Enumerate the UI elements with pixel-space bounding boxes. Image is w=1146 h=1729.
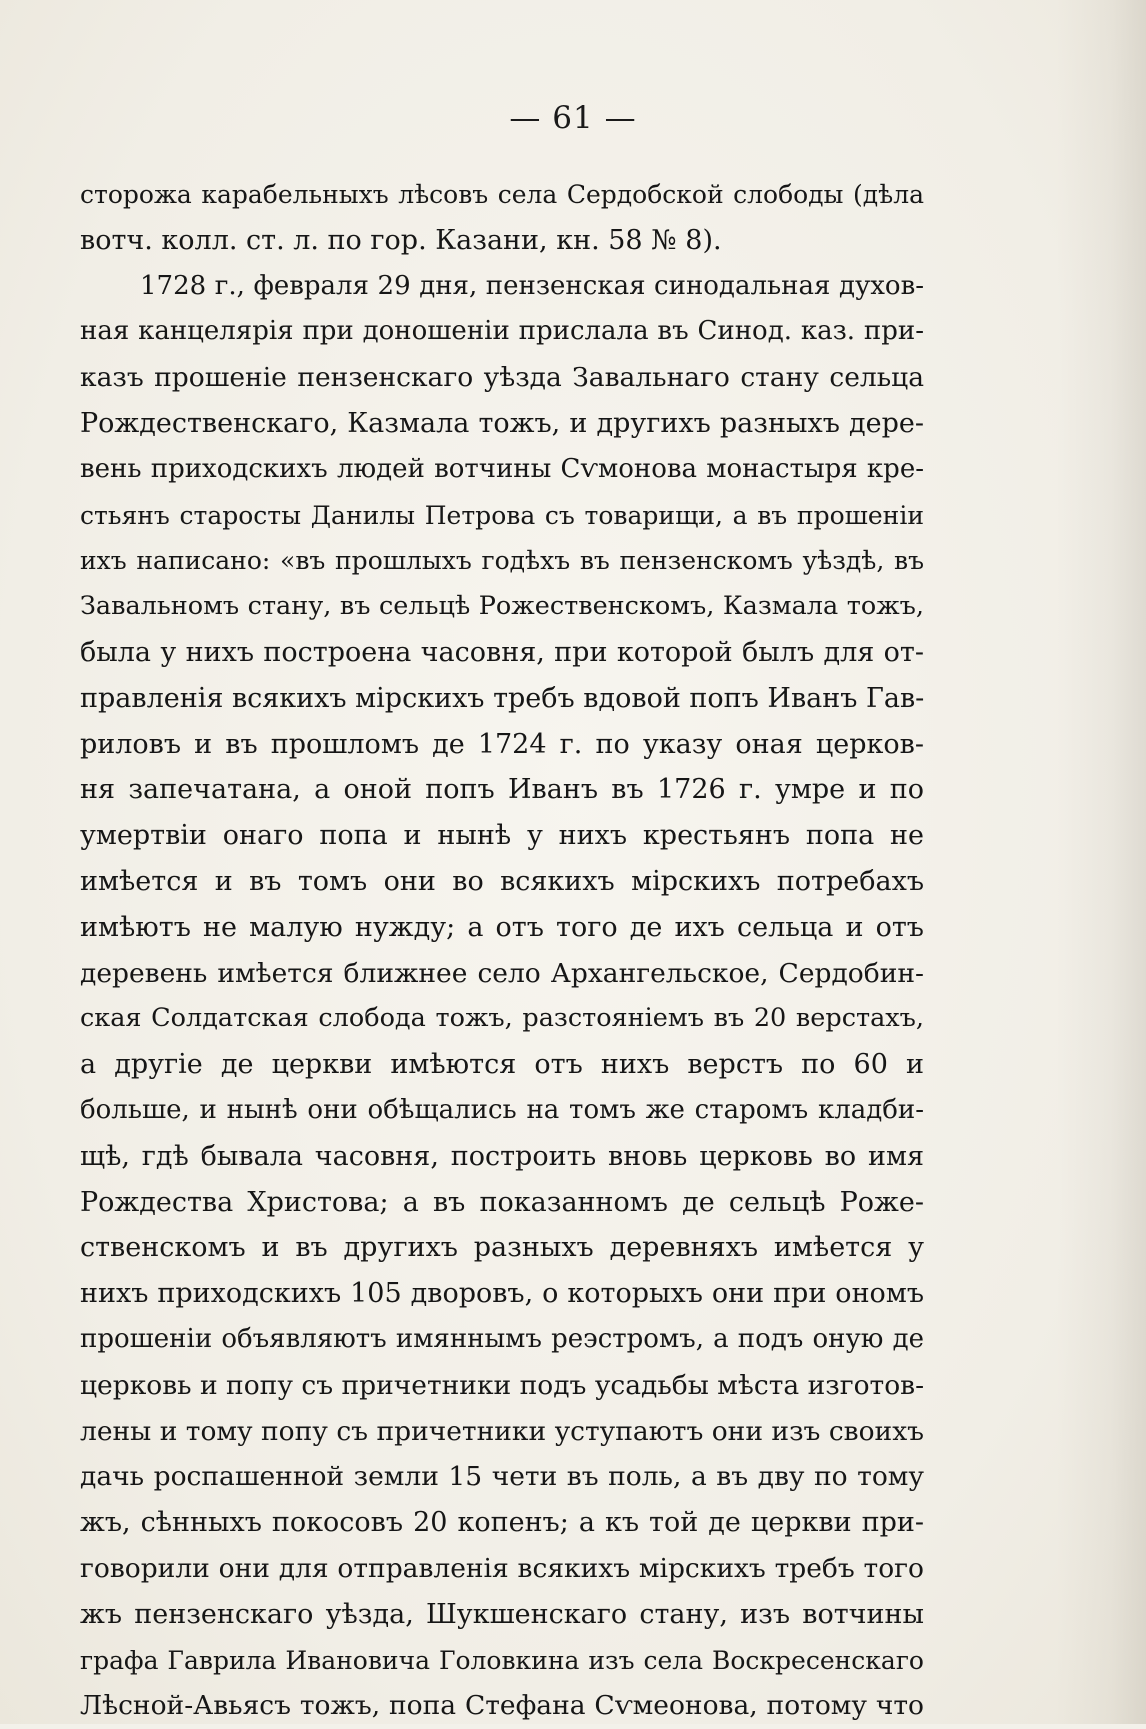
text-line: Завальномъ стану, въ сельцѣ Рожественскомъ, Казмала тожъ, [80, 591, 924, 622]
text-line: сторожа карабельныхъ лѣсовъ села Сердобской слободы (дѣла [80, 180, 924, 209]
text-line: риловъ и въ прошломъ де 1724 г. по указу оная церков- [80, 728, 924, 760]
text-line: прошеніи объявляютъ имяннымъ реэстромъ, а подъ оную де [80, 1323, 924, 1354]
text-line: больше, и нынѣ они обѣщались на томъ же старомъ кладби- [80, 1094, 924, 1125]
text-line: ихъ написано: «въ прошлыхъ годѣхъ въ пензенскомъ уѣздѣ, въ [80, 546, 924, 576]
text-line: говорили они для отправленія всякихъ мірскихъ требъ того [80, 1552, 924, 1584]
text-line: ня запечатана, а оной попъ Иванъ въ 1726 г. умре и по [80, 774, 924, 806]
text-line: деревень имѣется ближнее село Архангельское, Сердобин- [80, 957, 924, 989]
text-line: умертвіи онаго попа и нынѣ у нихъ крестьянъ попа не [80, 820, 924, 852]
paragraph-start-line: 1728 г., февраля 29 дня, пензенская синодальная духов- [140, 270, 924, 301]
text-line: графа Гаврила Ивановича Головкина изъ села Воскресенскаго [80, 1645, 924, 1675]
text-line: ная канцелярія при доношеніи прислала въ Синод. каз. при- [80, 316, 924, 347]
text-line: стьянъ старосты Данилы Петрова съ товарищи, а въ прошеніи [80, 500, 924, 530]
text-line: казъ прошеніе пензенскаго уѣзда Завальнаго стану сельца [80, 362, 924, 394]
text-line: ская Солдатская слобода тожъ, разстояніемъ въ 20 верстахъ, [80, 1003, 924, 1034]
text-line: лены и тому попу съ причетники уступаютъ они изъ своихъ [80, 1415, 925, 1447]
text-line: а другіе де церкви имѣются отъ нихъ верстъ по 60 и [80, 1049, 924, 1081]
text-line: была у нихъ построена часовня, при которой былъ для от- [80, 636, 924, 668]
page-number: — 61 — [509, 100, 637, 136]
text-line: жъ, сѣнныхъ покосовъ 20 копенъ; а къ той де церкви при- [80, 1507, 924, 1539]
text-line: имѣется и въ томъ они во всякихъ мірскихъ потребахъ [80, 865, 924, 897]
text-line: щѣ, гдѣ бывала часовня, построить вновь церковь во имя [80, 1140, 924, 1172]
text-line: Рождественскаго, Казмала тожъ, и другихъ разныхъ дере- [80, 407, 924, 439]
text-line: имѣютъ не малую нужду; а отъ того де ихъ сельца и отъ [80, 911, 924, 943]
text-line: нихъ приходскихъ 105 дворовъ, о которыхъ они при ономъ [80, 1278, 924, 1310]
text-line: жъ пензенскаго уѣзда, Шукшенскаго стану, изъ вотчины [80, 1598, 924, 1630]
text-line: вень приходскихъ людей вотчины Сѵмонова монастыря кре- [80, 453, 924, 484]
text-line: правленія всякихъ мірскихъ требъ вдовой попъ Иванъ Гав- [80, 682, 925, 714]
body-text [80, 172, 924, 1729]
page-fold-shadow [1056, 0, 1146, 1724]
text-line: вотч. колл. ст. л. по гор. Казани, кн. 58 № 8). [80, 224, 722, 256]
text-line: дачь роспашенной земли 15 чети въ поль, а въ дву по тому [80, 1461, 924, 1493]
text-line: церковь и попу съ причетники подъ усадьбы мѣста изготов- [80, 1369, 925, 1401]
text-line: Рождества Христова; а въ показанномъ де сельцѣ Роже- [80, 1186, 924, 1218]
text-line: ственскомъ и въ другихъ разныхъ деревняхъ имѣется у [80, 1232, 924, 1264]
text-line: Лѣсной-Авьясъ тожъ, попа Стефана Сѵмеонова, потому что [80, 1690, 924, 1722]
